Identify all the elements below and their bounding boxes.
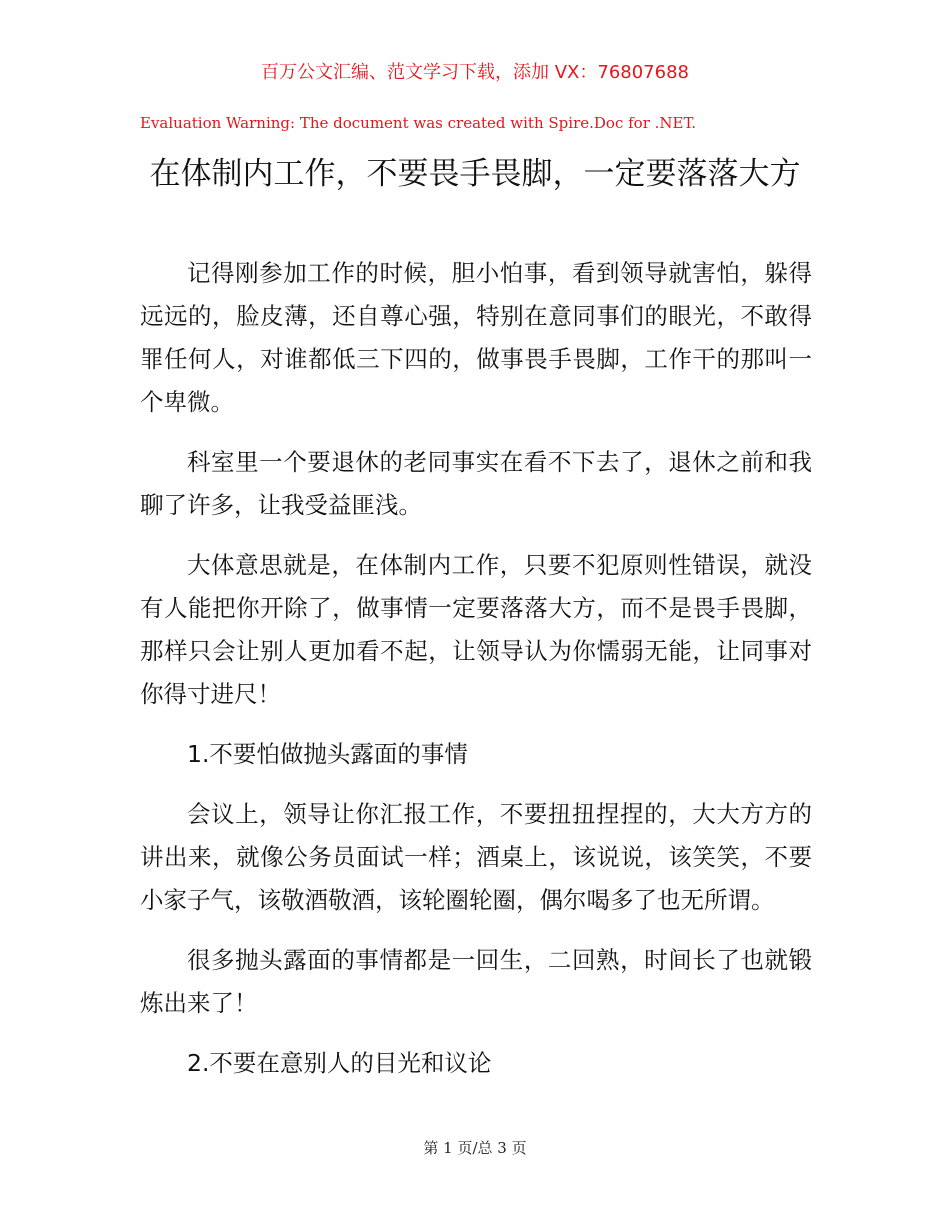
- section-heading: 2.不要在意别人的目光和议论: [187, 1049, 492, 1077]
- document-body: [140, 252, 812, 1102]
- document-title: 在体制内工作，不要畏手畏脚，一定要落落大方: [149, 156, 801, 192]
- paragraph: 科室里一个要退休的老同事实在看不下去了，退休之前和我聊了许多，让我受益匪浅。: [140, 448, 812, 519]
- paragraph: 会议上，领导让你汇报工作，不要扭扭捏捏的，大大方方的讲出来，就像公务员面试一样；酒桌上，该说说，该笑笑，不要小家子气，该敬酒敬酒，该轮圈轮圈，偶尔喝多了也无所谓。: [140, 800, 812, 914]
- section-heading: 1.不要怕做抛头露面的事情: [187, 740, 468, 768]
- header-banner: 百万公文汇编、范文学习下载，添加 VX：76807688: [261, 62, 689, 83]
- paragraph: 很多抛头露面的事情都是一回生，二回熟，时间长了也就锻炼出来了！: [140, 946, 812, 1017]
- page-number-footer: 第 1 页/总 3 页: [423, 1139, 527, 1157]
- paragraph: 大体意思就是，在体制内工作，只要不犯原则性错误，就没有人能把你开除了，做事情一定要落落大方，而不是畏手畏脚，那样只会让别人更加看不起，让领导认为你懦弱无能，让同事对你得寸进尺！: [140, 551, 812, 708]
- evaluation-warning: Evaluation Warning: The document was created with Spire.Doc for .NET.: [140, 114, 697, 132]
- paragraph: 记得刚参加工作的时候，胆小怕事，看到领导就害怕，躲得远远的，脸皮薄，还自尊心强，特别在意同事们的眼光，不敢得罪任何人，对谁都低三下四的，做事畏手畏脚，工作干的那叫一个卑微。: [140, 259, 812, 416]
